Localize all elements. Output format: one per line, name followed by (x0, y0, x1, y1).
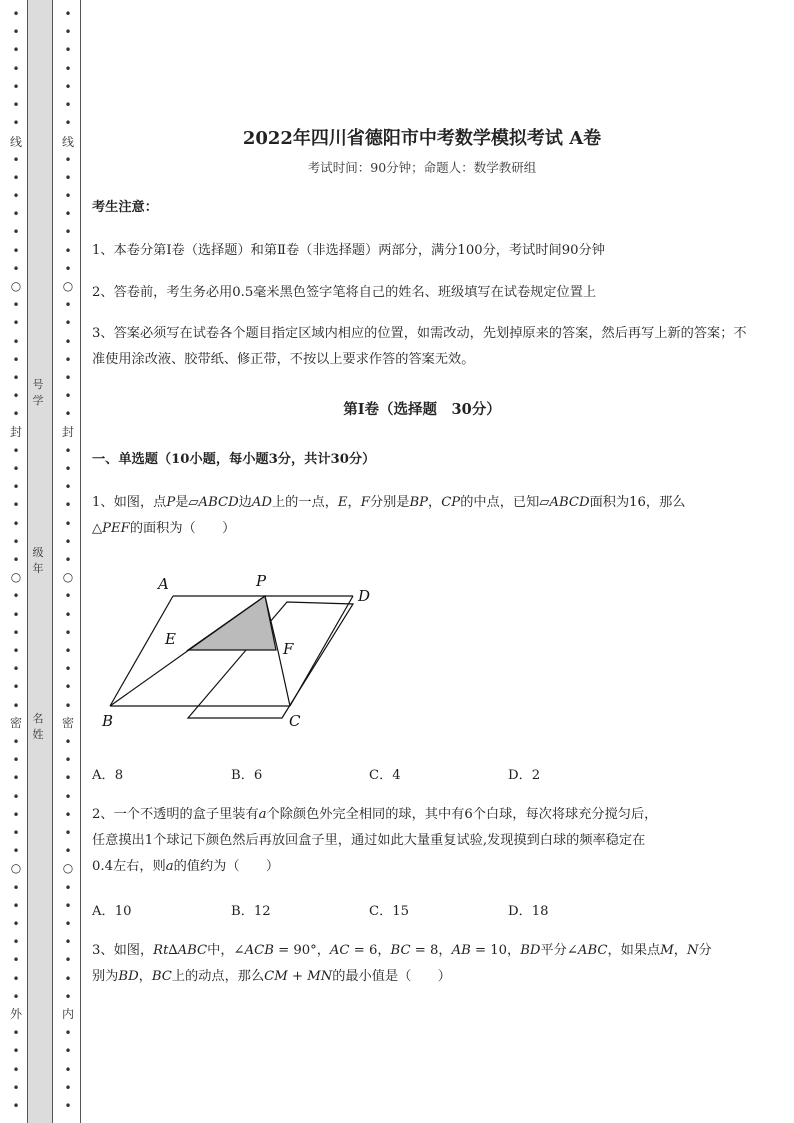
gutter-dot: • (64, 899, 72, 913)
q1-seg: 面积为16，那么 (589, 495, 686, 510)
q1-var: ABCD (198, 495, 239, 510)
question-1-options (92, 764, 752, 784)
q2-var: a (165, 859, 174, 874)
gutter-dot: • (12, 1099, 20, 1113)
gutter-dot: • (64, 298, 72, 312)
q1-seg: ， (428, 495, 442, 510)
gutter-label-left-6: ○ (10, 861, 22, 875)
gutter-label-right-2: ○ (62, 279, 74, 293)
q2-option-c[interactable]: C．15 (369, 904, 410, 919)
gutter-dot: • (64, 116, 72, 130)
gutter-dot: • (64, 953, 72, 967)
q1-seg: 是▱ (175, 495, 199, 510)
gutter-label-left-5: 密 (9, 716, 22, 730)
q3-var: AB (451, 943, 471, 958)
q1-seg: 上的一点， (271, 495, 338, 510)
field-grade: 级年 (32, 546, 44, 575)
gutter-dot: • (64, 462, 72, 476)
segment-pc-lower (278, 651, 290, 706)
gutter-dot: • (64, 680, 72, 694)
q1-seg: 的面积为（ ） (129, 521, 236, 536)
q3-seg: ， (316, 943, 330, 958)
gutter-dot: • (12, 517, 20, 531)
gutter-dot: • (64, 316, 72, 330)
gutter-dot: • (64, 1081, 72, 1095)
side-dc (290, 596, 353, 706)
gutter-label-right-5: 密 (61, 716, 74, 730)
q3-seg: 上的动点，那么 (171, 969, 265, 984)
gutter-dot: • (64, 189, 72, 203)
q1-seg: 分别是 (369, 495, 410, 510)
gutter-dot: • (12, 371, 20, 385)
q1-seg: ， (347, 495, 361, 510)
q3-seg: ， (438, 943, 452, 958)
q3-var: CM (264, 969, 288, 984)
gutter-dot: • (64, 935, 72, 949)
gutter-dot: • (12, 917, 20, 931)
gutter-dot: • (64, 498, 72, 512)
gutter-dot: • (64, 753, 72, 767)
gutter-dot: • (64, 153, 72, 167)
gutter-dot: • (64, 972, 72, 986)
gutter-dot: • (64, 480, 72, 494)
gutter-dot: • (12, 25, 20, 39)
exam-subtitle: 考试时间：90分钟；命题人：数学教研组 (307, 160, 537, 175)
q2-seg: 2、一个不透明的盒子里装有 (92, 807, 259, 822)
gutter-dot: • (64, 43, 72, 57)
gutter-dot: • (12, 662, 20, 676)
gutter-dot: • (12, 990, 20, 1004)
q1-seg: 的中点，已知▱ (460, 495, 550, 510)
q3-seg: 的最小值是（ ） (332, 969, 451, 984)
q3-var: BC (151, 969, 172, 984)
question-1-text (92, 490, 752, 542)
gutter-line-left (27, 0, 28, 1123)
q3-seg: = 8 (410, 943, 439, 958)
gutter-dot: • (12, 153, 20, 167)
gutter-dot: • (12, 207, 20, 221)
gutter-dot: • (12, 735, 20, 749)
notice-item-2: 2、答卷前，考生务必用0.5毫米黑色签字笔将自己的姓名、班级填写在试卷规定位置上 (92, 285, 597, 300)
q3-seg: ， (138, 969, 152, 984)
q1-option-d[interactable]: D．2 (508, 768, 541, 783)
gutter-dot: • (12, 316, 20, 330)
gutter-dot: • (64, 917, 72, 931)
gutter-dot: • (12, 7, 20, 21)
gutter-dot: • (12, 80, 20, 94)
gutter-label-left-4: ○ (10, 570, 22, 584)
q2-seg: 任意摸出1个球记下颜色然后再放回盒子里，通过如此大量重复试验,发现摸到白球的频率稳定在 (92, 833, 646, 848)
q1-var: AD (251, 495, 272, 510)
gutter-dot: • (12, 953, 20, 967)
gutter-dot: • (64, 517, 72, 531)
gutter-label-left-1: 线 (9, 135, 22, 149)
gutter-dot: • (12, 498, 20, 512)
gutter-dot: • (64, 98, 72, 112)
gutter-dot: • (64, 1063, 72, 1077)
gutter-dot: • (12, 881, 20, 895)
q3-var: ACB (244, 943, 274, 958)
q1-seg: △ (92, 521, 103, 536)
q3-seg: ， (507, 943, 521, 958)
gutter-dot: • (12, 480, 20, 494)
q1-var: ABCD (549, 495, 590, 510)
gutter-label-right-1: 线 (61, 135, 74, 149)
gutter-dot: • (12, 98, 20, 112)
gutter-dot: • (64, 735, 72, 749)
gutter-dots-right (58, 0, 78, 1123)
gutter-dot: • (64, 1026, 72, 1040)
gutter-dot: • (64, 662, 72, 676)
gutter-dot: • (64, 207, 72, 221)
gutter-label-right-6: ○ (62, 861, 74, 875)
gutter-dot: • (12, 553, 20, 567)
q3-var: MN (307, 969, 333, 984)
q1-var: PEF (102, 521, 130, 536)
question-2-options (92, 900, 752, 920)
label-e: E (165, 630, 176, 648)
gutter-dot: • (12, 608, 20, 622)
q3-seg: = 6 (349, 943, 378, 958)
gutter-dot: • (12, 644, 20, 658)
q3-var: M (660, 943, 674, 958)
label-p: P (256, 572, 267, 590)
q1-seg: 1、如图，点 (92, 495, 167, 510)
gutter-label-right-7: 内 (61, 1007, 74, 1021)
gutter-dot: • (12, 189, 20, 203)
gutter-label-left-7: 外 (9, 1007, 22, 1021)
gutter-label-left-2: ○ (10, 279, 22, 293)
gutter-dot: • (64, 1044, 72, 1058)
q2-var: a (258, 807, 267, 822)
q3-var: BD (118, 969, 139, 984)
gutter-dot: • (12, 244, 20, 258)
gutter-dot: • (12, 771, 20, 785)
gutter-dot: • (12, 444, 20, 458)
q3-var: AC (329, 943, 350, 958)
gutter-dot: • (64, 608, 72, 622)
notice-item-1: 1、本卷分第I卷（选择题）和第Ⅱ卷（非选择题）两部分，满分100分，考试时间90分钟 (92, 243, 605, 258)
gutter-dot: • (64, 244, 72, 258)
gutter-dot: • (64, 335, 72, 349)
gutter-dots-left (6, 0, 26, 1123)
gutter-dot: • (12, 1044, 20, 1058)
gutter-dot: • (64, 225, 72, 239)
q2-option-a[interactable]: A．10 (92, 904, 132, 919)
gutter-dot: • (64, 644, 72, 658)
gutter-dot: • (12, 335, 20, 349)
gutter-dot: • (64, 80, 72, 94)
q3-seg: ， (673, 943, 687, 958)
gutter-dot: • (12, 262, 20, 276)
gutter-dot: • (64, 62, 72, 76)
gutter-dot: • (12, 353, 20, 367)
q3-seg: ∆ (168, 943, 178, 958)
label-b: B (102, 712, 114, 730)
gutter-dot: • (64, 407, 72, 421)
gutter-dot: • (12, 62, 20, 76)
q1-var: E (337, 495, 348, 510)
q2-seg: 个除颜色外完全相同的球，其中有6个白球，每次将球充分搅匀后， (266, 807, 658, 822)
gutter-dot: • (12, 407, 20, 421)
gutter-dot: • (12, 1063, 20, 1077)
gutter-dot: • (64, 171, 72, 185)
gutter-dot: • (12, 753, 20, 767)
q3-var: ABC (177, 943, 208, 958)
q1-var: F (360, 495, 370, 510)
gutter-dot: • (64, 444, 72, 458)
gutter-dot: • (12, 462, 20, 476)
q3-seg: 3、如图， (92, 943, 154, 958)
gutter-label-left-3: 封 (9, 425, 22, 439)
label-f: F (283, 640, 294, 658)
q3-seg: 中， (207, 943, 234, 958)
section-title: 第I卷（选择题 30分） (343, 401, 501, 418)
gutter-dot: • (64, 25, 72, 39)
q2-option-d[interactable]: D．18 (508, 904, 549, 919)
gutter-dot: • (64, 371, 72, 385)
q3-var: ABC (577, 943, 608, 958)
label-d: D (358, 587, 371, 605)
gutter-dot: • (64, 7, 72, 21)
q1-seg: 边 (238, 495, 252, 510)
q2-option-b[interactable]: B．12 (231, 904, 271, 919)
q3-seg: = 90° (273, 943, 317, 958)
gutter-dot: • (64, 589, 72, 603)
gutter-dot: • (12, 899, 20, 913)
gutter-dot: • (64, 553, 72, 567)
gutter-line-inner (52, 0, 53, 1123)
gutter-dot: • (12, 43, 20, 57)
gutter-dot: • (12, 1026, 20, 1040)
q3-var: N (686, 943, 699, 958)
q3-seg: + (287, 969, 308, 984)
q3-seg: 平分∠ (540, 943, 578, 958)
gutter-dot: • (12, 389, 20, 403)
gutter-dot: • (64, 990, 72, 1004)
gutter-dot: • (12, 844, 20, 858)
q3-var: BC (390, 943, 411, 958)
question-2-text (92, 802, 752, 880)
gutter-label-right-4: ○ (62, 570, 74, 584)
field-student-id: 号学 (32, 378, 44, 407)
gutter-dot: • (12, 1081, 20, 1095)
gutter-dot: • (12, 680, 20, 694)
question-3-text (92, 938, 752, 990)
gutter-dot: • (12, 808, 20, 822)
gutter-dot: • (12, 225, 20, 239)
gutter-dot: • (64, 535, 72, 549)
gutter-dot: • (12, 935, 20, 949)
q1-var: CP (441, 495, 461, 510)
gutter-dot: • (64, 353, 72, 367)
gutter-dot: • (64, 826, 72, 840)
q1-option-c[interactable]: C．4 (369, 768, 401, 783)
label-c: C (289, 712, 301, 730)
label-a: A (158, 575, 169, 593)
gutter-dot: • (64, 626, 72, 640)
q1-var: P (166, 495, 176, 510)
gutter-dot: • (64, 262, 72, 276)
gutter-dot: • (12, 826, 20, 840)
gutter-dot: • (12, 589, 20, 603)
q2-seg: 0.4左右，则 (92, 859, 166, 874)
side-ba (110, 596, 173, 706)
gutter-dot: • (12, 626, 20, 640)
notice-heading: 考生注意： (92, 200, 158, 215)
q3-var: BD (520, 943, 541, 958)
q3-seg: ∠ (233, 943, 245, 958)
gutter-dot: • (12, 972, 20, 986)
gutter-dot: • (12, 699, 20, 713)
gutter-dot: • (64, 389, 72, 403)
gutter-line-right (80, 0, 81, 1123)
q3-seg: ，如果点 (607, 943, 661, 958)
gutter-dot: • (64, 771, 72, 785)
gutter-dot: • (64, 790, 72, 804)
q2-seg: 的值约为（ ） (173, 859, 280, 874)
field-name: 名姓 (32, 712, 44, 741)
q3-seg: = 10 (470, 943, 508, 958)
q3-var: Rt (153, 943, 169, 958)
gutter-dot: • (64, 699, 72, 713)
part-title: 一、单选题（10小题，每小题3分，共计30分） (92, 452, 376, 467)
gutter-dot: • (64, 808, 72, 822)
q3-seg: 别为 (92, 969, 119, 984)
q1-option-a[interactable]: A．8 (92, 768, 124, 783)
gutter-label-right-3: 封 (61, 425, 74, 439)
segment-bp (110, 596, 265, 706)
gutter-dot: • (64, 844, 72, 858)
gutter-dot: • (12, 535, 20, 549)
gutter-dot: • (12, 116, 20, 130)
exam-title: 2022年四川省德阳市中考数学模拟考试 A卷 (242, 128, 602, 149)
q1-option-b[interactable]: B．6 (231, 768, 263, 783)
gutter-dot: • (64, 881, 72, 895)
gutter-dot: • (12, 298, 20, 312)
q3-seg: 分 (698, 943, 712, 958)
gutter-dot: • (64, 1099, 72, 1113)
notice-item-3: 3、答案必须写在试卷各个题目指定区域内相应的位置，如需改动，先划掉原来的答案，然后再写上新的答案；不准使用涂改液、胶带纸、修正带，不按以上要求作答的答案无效。 (92, 326, 747, 367)
gutter-dot: • (12, 790, 20, 804)
q3-seg: ， (377, 943, 391, 958)
gutter-dot: • (12, 171, 20, 185)
parallelogram-figure (92, 568, 392, 738)
q1-var: BP (409, 495, 429, 510)
